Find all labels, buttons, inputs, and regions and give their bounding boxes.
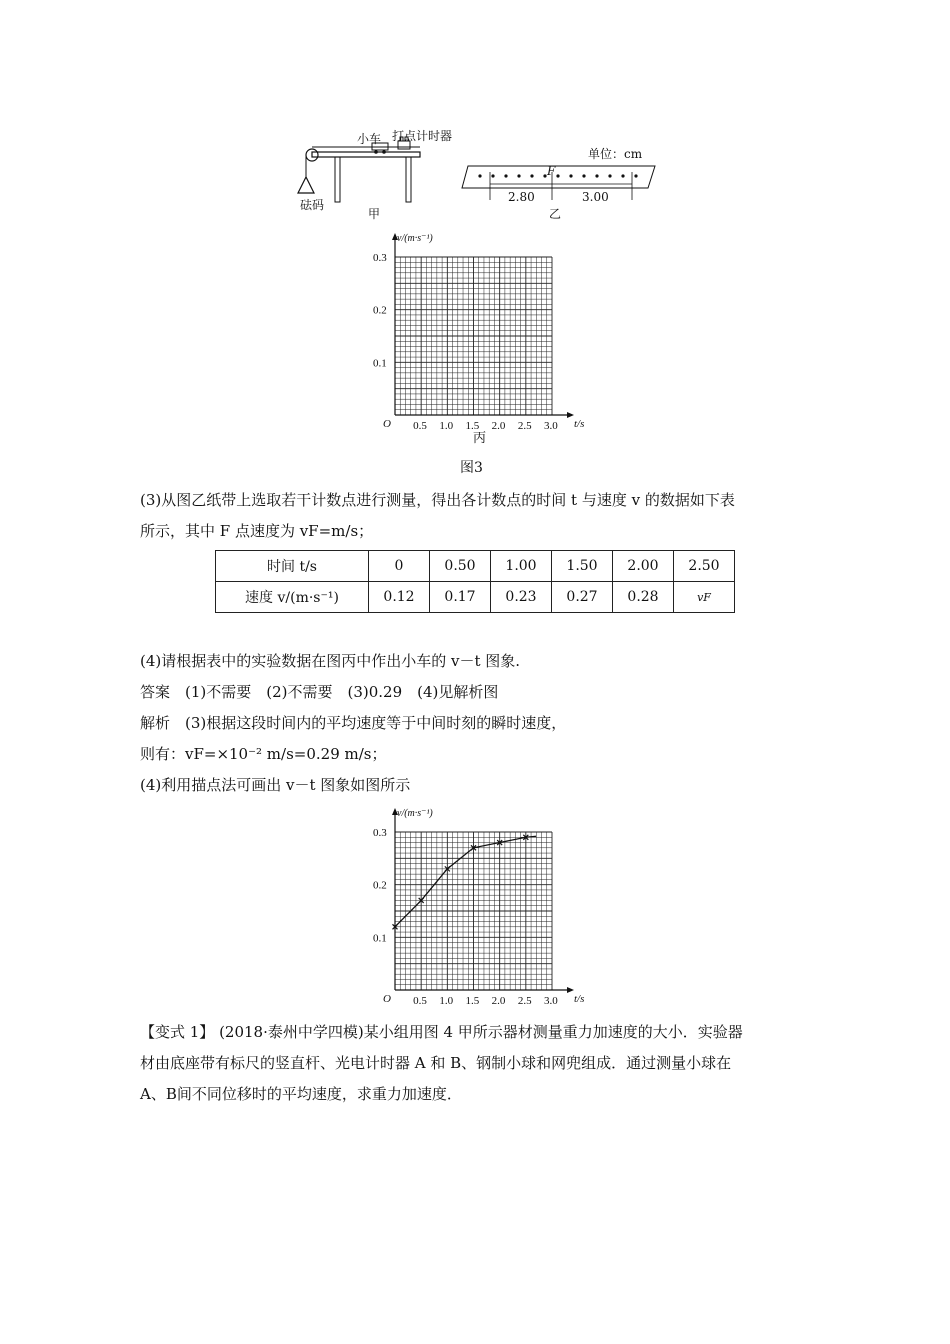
table-cell: 0.50 [430,551,491,582]
y-tick-label: 0.2 [373,879,387,892]
y-axis-label: v/(m·s⁻¹) [397,808,433,819]
table-row [216,551,735,582]
table-header-time: 时间 t/s [216,551,369,582]
figure-yi-caption: 乙 [549,207,562,221]
table-cell: 0.23 [491,582,552,613]
variant-line3: A、B间不同位移时的平均速度，求重力加速度． [140,1085,462,1103]
question-3-line1: (3)从图乙纸带上选取若干计数点进行测量，得出各计数点的时间 t 与速度 v 的数据如下表 [140,491,735,509]
table-cell: 0.12 [369,582,430,613]
x-tick-label: 0.5 [413,995,427,1007]
table-cell: 1.50 [552,551,613,582]
question-3-line2: 所示，其中 F 点速度为 vF=m/s； [140,522,374,540]
x-tick-label: 1.0 [439,420,454,432]
question-4: (4)请根据表中的实验数据在图丙中作出小车的 v－t 图象. [140,652,521,670]
x-tick-label: 1.0 [439,995,454,1007]
x-axis-label: t/s [574,418,585,430]
variant-line1: 【变式 1】 (2018·泰州中学四模)某小组用图 4 甲所示器材测量重力加速度的大小．实验器 [140,1023,743,1041]
tape-unit: 单位：cm [588,147,643,161]
origin-label: O [383,993,391,1005]
grid [395,832,552,990]
table-cell: 0 [369,551,430,582]
tape-dist-right: 3.00 [582,190,609,204]
x-tick-label: 0.5 [413,420,427,432]
tape-point-f: F [547,164,556,178]
table-cell: 2.50 [674,551,735,582]
y-axis-label: v/(m·s⁻¹) [397,233,433,244]
y-tick-label: 0.2 [373,304,387,317]
x-axis-label: t/s [574,993,585,1005]
table-cell: vF [674,582,735,613]
y-tick-label: 0.3 [373,252,387,264]
table-header-speed: 速度 v/(m·s⁻¹) [216,582,369,613]
variant-line2: 材由底座带有标尺的竖直杆、光电计时器 A 和 B、钢制小球和网兜组成．通过测量小球在 [140,1054,732,1072]
origin-label: O [383,418,391,430]
table-cell: 0.27 [552,582,613,613]
car-label: 小车 [357,132,382,146]
y-tick-label: 0.3 [373,827,387,839]
tape-figure [460,160,660,205]
tape-dist-left: 2.80 [508,190,535,204]
filled-vt-graph [360,805,590,1010]
plot-intro-line: (4)利用描点法可画出 v－t 图象如图所示 [140,776,411,794]
data-table [215,550,735,613]
result-line: 则有：vF=×10⁻² m/s=0.29 m/s； [140,745,387,763]
table-row [216,582,735,613]
analysis-line: 解析 (3)根据这段时间内的平均速度等于中间时刻的瞬时速度， [140,714,567,732]
timer-label: 打点计时器 [392,129,453,143]
x-tick-label: 2.5 [517,420,532,432]
y-tick-label: 0.1 [373,357,387,370]
figure-caption: 图3 [460,460,483,476]
x-tick-label: 1.5 [465,420,480,432]
weight-label: 砝码 [300,198,325,212]
y-tick-label: 0.1 [373,932,387,945]
series-line [395,836,536,927]
figure-bing-caption: 丙 [473,431,487,446]
answer-line: 答案 (1)不需要 (2)不需要 (3)0.29 (4)见解析图 [140,683,499,701]
x-tick-label: 1.5 [465,995,480,1007]
x-tick-label: 3.0 [544,995,558,1007]
table-cell: 1.00 [491,551,552,582]
x-axis-arrow [567,987,574,993]
figure-jia-caption: 甲 [368,207,381,221]
table-cell: 0.28 [613,582,674,613]
table-cell: 0.17 [430,582,491,613]
x-tick-label: 3.0 [544,420,558,432]
x-tick-label: 2.5 [517,995,532,1007]
grid [395,257,552,415]
x-tick-label: 2.0 [491,995,506,1007]
x-axis-arrow [567,412,574,418]
x-tick-label: 2.0 [491,420,506,432]
empty-vt-graph [360,230,590,450]
table-cell: 2.00 [613,551,674,582]
